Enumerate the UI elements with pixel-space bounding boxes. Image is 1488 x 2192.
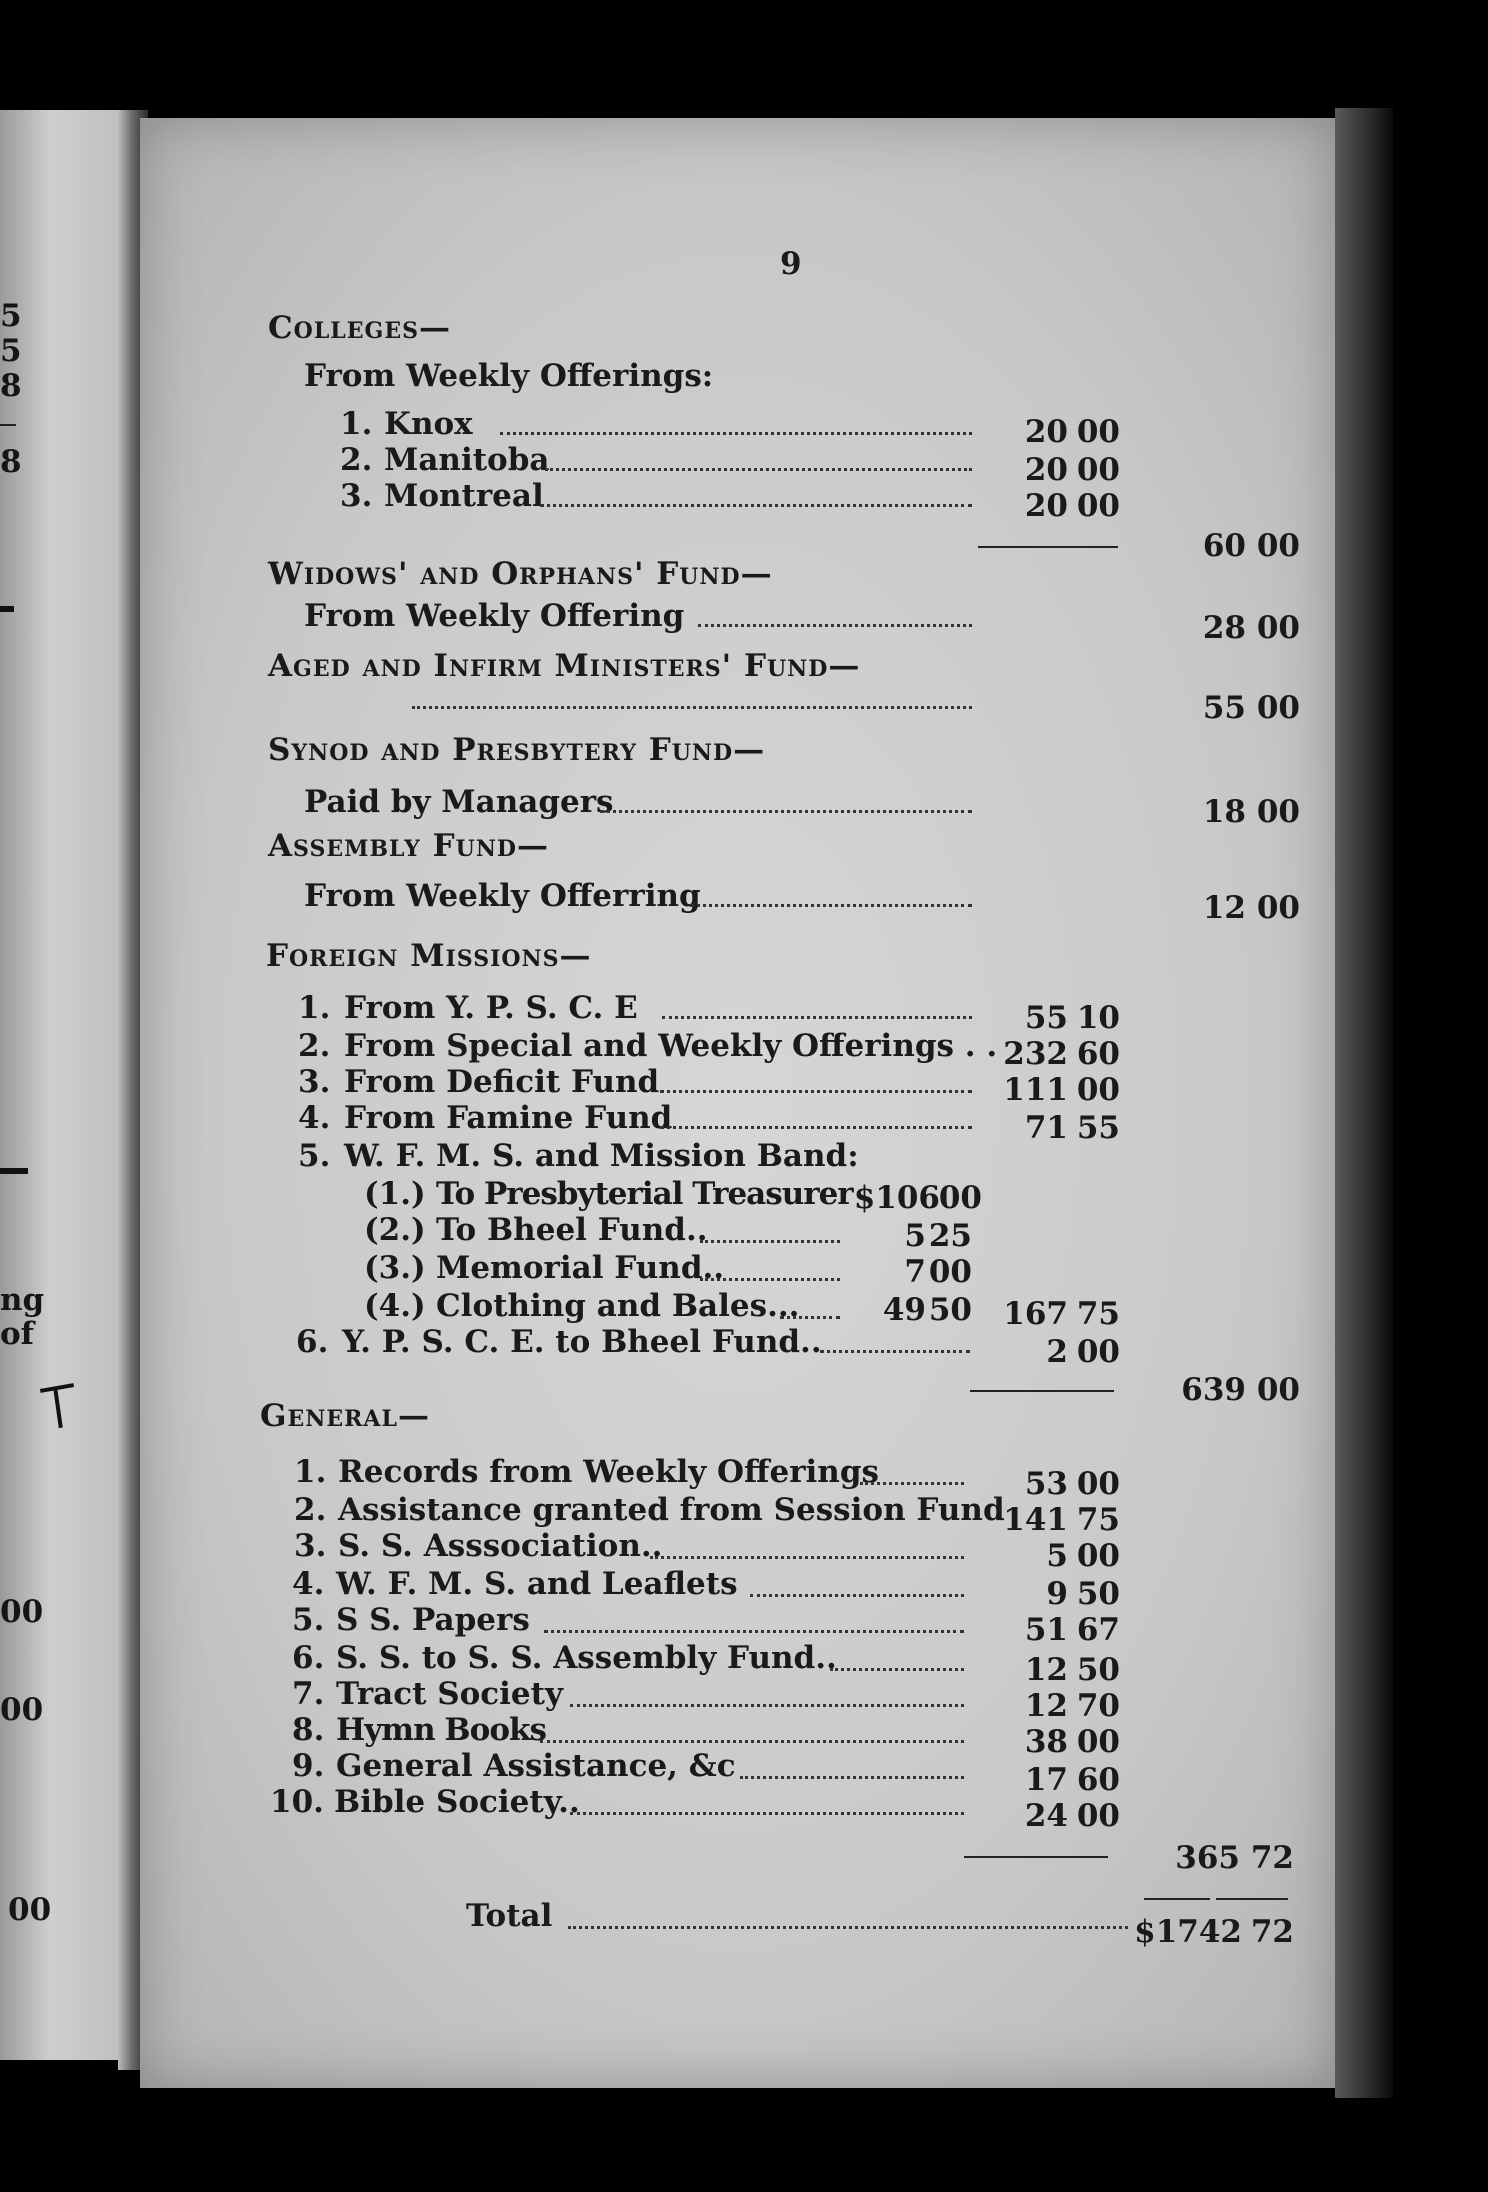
section-total-cents: 00: [1256, 690, 1300, 726]
amount-cents: 70: [1076, 1688, 1120, 1724]
line-number: 7.: [292, 1676, 325, 1712]
line-label: Paid by Managers: [304, 784, 614, 820]
amount-dollars: 17: [1024, 1762, 1068, 1798]
total-rule: [1216, 1898, 1288, 1900]
dot-leader: [600, 810, 972, 813]
subtotal-rule: [970, 1390, 1114, 1392]
line-label: From Famine Fund: [344, 1100, 673, 1136]
line-label: W. F. M. S. and Mission Band:: [344, 1138, 859, 1174]
dot-leader: [662, 1016, 972, 1019]
section-total-dollars: 60: [1202, 528, 1246, 564]
amount-dollars: 2: [1046, 1334, 1068, 1370]
line-label: S. S. to S. S. Assembly Fund..: [336, 1640, 837, 1676]
amount-cents: 00: [928, 1254, 972, 1290]
grand-total-cents: 72: [1250, 1914, 1294, 1950]
dot-leader: [700, 1278, 840, 1281]
amount-cents: 00: [1076, 414, 1120, 450]
dot-leader: [690, 904, 972, 907]
total-rule: [1144, 1898, 1210, 1900]
section-total-cents: 00: [1256, 1372, 1300, 1408]
amount-dollars: 5: [904, 1218, 926, 1254]
section-total-dollars: 55: [1202, 690, 1246, 726]
dot-leader: [750, 1594, 964, 1597]
line-number: 3.: [340, 478, 373, 514]
amount-dollars: 232: [1003, 1036, 1068, 1072]
amount-dollars: $106: [853, 1180, 940, 1216]
section-heading-assembly-fund: Assembly Fund—: [268, 828, 550, 864]
amount-cents: 00: [1076, 1538, 1120, 1574]
amount-cents: 50: [1076, 1652, 1120, 1688]
amount-dollars: 55: [1024, 1000, 1068, 1036]
line-number: 2.: [298, 1028, 331, 1064]
amount-cents: 00: [1076, 1072, 1120, 1108]
line-label: Tract Society: [336, 1676, 563, 1712]
line-label: To Bheel Fund..: [436, 1212, 708, 1248]
section-heading-aged-infirm-ministers-fund: Aged and Infirm Ministers' Fund—: [268, 648, 861, 684]
line-label: Knox: [384, 406, 473, 442]
dot-leader: [860, 1482, 964, 1485]
section-total-dollars: 639: [1181, 1372, 1246, 1408]
dot-leader: [544, 1630, 964, 1633]
line-label: To Presbyterial Treasurer: [436, 1176, 853, 1212]
dot-leader: [830, 1668, 964, 1671]
left-page-mark: ng: [0, 1282, 45, 1318]
line-number: 2.: [340, 442, 373, 478]
dot-leader: [570, 1812, 964, 1815]
amount-cents: 75: [1076, 1296, 1120, 1332]
amount-dollars: 167: [1003, 1296, 1068, 1332]
amount-cents: 00: [1076, 452, 1120, 488]
amount-dollars: 20: [1024, 488, 1068, 524]
line-number: (3.): [364, 1250, 426, 1286]
line-number: 1.: [340, 406, 373, 442]
line-label: General Assistance, &c: [336, 1748, 736, 1784]
dot-leader: [700, 1240, 840, 1243]
line-number: 4.: [298, 1100, 331, 1136]
line-number: 4.: [292, 1566, 325, 1602]
section-heading-general: General—: [260, 1398, 430, 1434]
line-label: S S. Papers: [336, 1602, 530, 1638]
line-number: (1.): [364, 1176, 426, 1212]
left-page-rule: [0, 424, 16, 426]
amount-dollars: 20: [1024, 414, 1068, 450]
amount-cents: 60: [1076, 1036, 1120, 1072]
line-number: 2.: [294, 1492, 327, 1528]
dot-leader: [570, 1704, 964, 1707]
line-label: From Deficit Fund: [344, 1064, 660, 1100]
line-number: (2.): [364, 1212, 426, 1248]
left-page-mark: of: [0, 1316, 35, 1352]
line-number: 10.: [270, 1784, 324, 1820]
line-number: 6.: [296, 1324, 329, 1360]
subtotal-rule: [978, 546, 1118, 548]
amount-dollars: 51: [1024, 1612, 1068, 1648]
dot-leader: [740, 1776, 964, 1779]
line-number: 3.: [294, 1528, 327, 1564]
grand-total-label: Total: [466, 1898, 553, 1934]
left-page-mark: 00: [0, 1692, 44, 1728]
left-page-dash: [0, 1168, 28, 1174]
amount-dollars: 141: [1003, 1502, 1068, 1538]
amount-dollars: 111: [1003, 1072, 1068, 1108]
left-page-mark: 5: [0, 298, 22, 334]
amount-cents: 25: [928, 1218, 972, 1254]
line-label: From Special and Weekly Offerings . .: [344, 1028, 998, 1064]
amount-cents: 55: [1076, 1110, 1120, 1146]
dot-leader: [820, 1350, 970, 1353]
line-number: 1.: [294, 1454, 327, 1490]
section-heading-widows-orphans-fund: Widows' and Orphans' Fund—: [268, 556, 773, 592]
page-number: 9: [780, 246, 802, 282]
line-label: Memorial Fund..: [436, 1250, 725, 1286]
dot-leader: [412, 706, 972, 709]
amount-dollars: 38: [1024, 1724, 1068, 1760]
line-number: (4.): [364, 1288, 426, 1324]
section-heading-synod-presbytery-fund: Synod and Presbytery Fund—: [268, 732, 766, 768]
line-number: 3.: [298, 1064, 331, 1100]
section-total-dollars: 28: [1202, 610, 1246, 646]
page-edge-shadow: [1335, 108, 1393, 2098]
amount-dollars: 24: [1024, 1798, 1068, 1834]
dot-leader: [545, 468, 972, 471]
line-number: 1.: [298, 990, 331, 1026]
amount-cents: 00: [938, 1180, 982, 1216]
line-label: Hymn Books: [336, 1712, 546, 1748]
line-label: W. F. M. S. and Leaflets: [336, 1566, 738, 1602]
left-page-mark: 00: [0, 1594, 44, 1630]
line-number: 5.: [292, 1602, 325, 1638]
section-total-dollars: 365: [1175, 1840, 1240, 1876]
amount-dollars: 12: [1024, 1652, 1068, 1688]
dot-leader: [650, 1556, 964, 1559]
amount-dollars: 49: [882, 1292, 926, 1328]
amount-cents: 00: [1076, 1724, 1120, 1760]
section-total-dollars: 18: [1202, 794, 1246, 830]
line-label: Y. P. S. C. E. to Bheel Fund..: [342, 1324, 822, 1360]
amount-dollars: 20: [1024, 452, 1068, 488]
amount-cents: 10: [1076, 1000, 1120, 1036]
line-label: From Weekly Offerring: [304, 878, 701, 914]
colleges-subheading: From Weekly Offerings:: [304, 358, 714, 394]
section-total-cents: 00: [1256, 528, 1300, 564]
line-number: 5.: [298, 1138, 331, 1174]
amount-cents: 50: [928, 1292, 972, 1328]
line-label: Clothing and Bales...: [436, 1288, 800, 1324]
line-label: Manitoba: [384, 442, 550, 478]
section-heading-colleges: Colleges—: [268, 310, 451, 346]
amount-dollars: 71: [1024, 1110, 1068, 1146]
amount-dollars: 9: [1046, 1576, 1068, 1612]
section-total-dollars: 12: [1202, 890, 1246, 926]
line-label: Records from Weekly Offerings: [338, 1454, 879, 1490]
grand-total-dollars: $1742: [1134, 1914, 1242, 1950]
amount-cents: 00: [1076, 488, 1120, 524]
dot-leader: [698, 624, 972, 627]
dot-leader: [540, 504, 972, 507]
line-label: S. S. Asssociation..: [338, 1528, 663, 1564]
amount-cents: 75: [1076, 1502, 1120, 1538]
dot-leader: [540, 1740, 964, 1743]
amount-cents: 50: [1076, 1576, 1120, 1612]
left-page-dash: [0, 606, 14, 612]
amount-cents: 67: [1076, 1612, 1120, 1648]
line-number: 8.: [292, 1712, 325, 1748]
amount-dollars: 53: [1024, 1466, 1068, 1502]
line-label: From Weekly Offering: [304, 598, 685, 634]
dot-leader: [568, 1926, 1128, 1929]
section-total-cents: 72: [1250, 1840, 1294, 1876]
line-number: 9.: [292, 1748, 325, 1784]
dot-leader: [780, 1316, 840, 1319]
line-label: Montreal: [384, 478, 544, 514]
line-label: Bible Society..: [334, 1784, 580, 1820]
section-total-cents: 00: [1256, 794, 1300, 830]
dot-leader: [660, 1090, 972, 1093]
dot-leader: [500, 432, 972, 435]
line-number: 6.: [292, 1640, 325, 1676]
left-page-mark: 8: [0, 444, 22, 480]
amount-dollars: 7: [904, 1254, 926, 1290]
line-label: From Y. P. S. C. E: [344, 990, 638, 1026]
section-heading-foreign-missions: Foreign Missions—: [266, 938, 592, 974]
left-page-mark: 00: [8, 1892, 52, 1928]
amount-dollars: 5: [1046, 1538, 1068, 1574]
amount-cents: 00: [1076, 1798, 1120, 1834]
dot-leader: [660, 1126, 972, 1129]
section-total-cents: 00: [1256, 890, 1300, 926]
amount-cents: 00: [1076, 1334, 1120, 1370]
left-page-mark: 8: [0, 368, 22, 404]
left-page-mark: 5: [0, 333, 22, 369]
amount-cents: 60: [1076, 1762, 1120, 1798]
subtotal-rule: [964, 1856, 1108, 1858]
section-total-cents: 00: [1256, 610, 1300, 646]
line-label: Assistance granted from Session Fund: [338, 1492, 1005, 1528]
amount-dollars: 12: [1024, 1688, 1068, 1724]
amount-cents: 00: [1076, 1466, 1120, 1502]
